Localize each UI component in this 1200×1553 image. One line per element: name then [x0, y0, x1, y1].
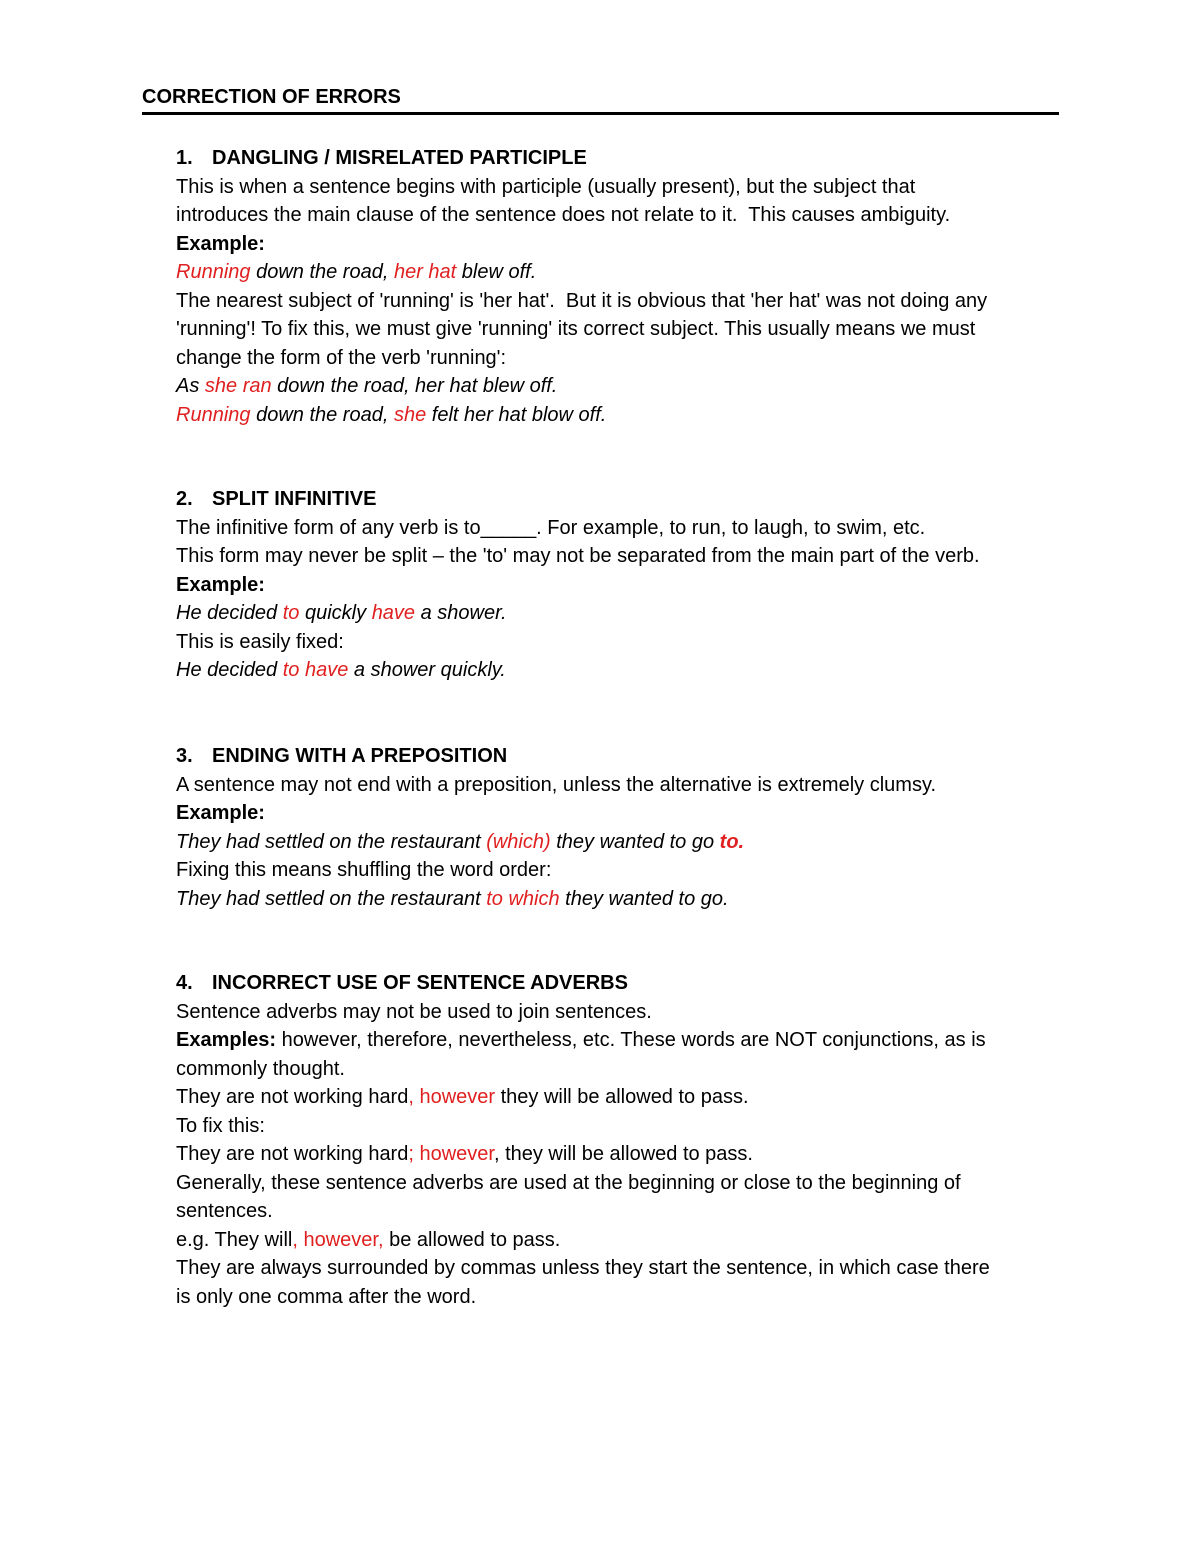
highlighted-text: , however: [408, 1086, 496, 1108]
text-span: 'running'! To fix this, we must give 'running' its correct subject. This usually means we must: [176, 318, 976, 340]
text-span: This is when a sentence begins with participle (usually present), but the subject that: [176, 175, 916, 198]
text-span: down the road,: [250, 261, 394, 283]
text-span: a shower.: [415, 602, 507, 624]
text-span: a shower quickly.: [348, 659, 506, 681]
highlighted-text: ; however: [408, 1143, 494, 1165]
section-ending-preposition: [176, 742, 1066, 913]
text-span: commonly thought.: [176, 1057, 345, 1080]
text-span: felt her hat blow off.: [426, 403, 607, 426]
text-span: They had settled on the restaurant: [176, 830, 487, 853]
text-line: [176, 1226, 1066, 1255]
highlighted-text: to.: [719, 830, 745, 853]
text-span: He decided: [176, 659, 283, 681]
text-span: The nearest subject of 'running' is 'her hat'. But it is obvious that 'her hat' was not doing any: [176, 289, 988, 312]
section-heading: [176, 485, 1066, 514]
text-span: e.g. They will: [176, 1228, 293, 1251]
highlighted-text: , however,: [292, 1228, 384, 1251]
text-span: He decided: [176, 602, 283, 624]
highlighted-text: she ran: [204, 375, 272, 397]
text-line: [176, 173, 1066, 202]
text-span: Examples:: [176, 1029, 277, 1051]
text-span: They are not working hard: [176, 1143, 409, 1165]
text-span: Example:: [176, 232, 265, 255]
text-span: Example:: [176, 802, 265, 824]
text-line: [176, 998, 1066, 1027]
text-line: [176, 1197, 1066, 1226]
text-span: , they will be allowed to pass.: [493, 1143, 753, 1165]
text-span: change the form of the verb 'running':: [176, 346, 507, 369]
text-line: [176, 856, 1066, 885]
section-number: 2.: [176, 488, 193, 510]
text-span: is only one comma after the word.: [176, 1285, 477, 1308]
text-span: Generally, these sentence adverbs are used at the beginning or close to the beginning of: [176, 1171, 961, 1194]
highlighted-text: Running: [176, 403, 251, 426]
text-span: they wanted to go.: [559, 887, 729, 910]
text-line: [176, 885, 1066, 914]
highlighted-text: to: [282, 602, 300, 624]
text-line: [176, 514, 1066, 543]
text-span: As: [176, 375, 205, 397]
text-span: quickly: [299, 602, 372, 624]
section-heading-text: INCORRECT USE OF SENTENCE ADVERBS: [212, 972, 628, 994]
highlighted-text: she: [393, 403, 427, 426]
text-span: Sentence adverbs may not be used to join sentences.: [176, 1000, 652, 1023]
text-line: [176, 656, 1066, 685]
text-line: [176, 1055, 1066, 1084]
highlighted-text: her hat: [393, 261, 457, 283]
text-span: they will be allowed to pass.: [495, 1086, 749, 1108]
text-line: [176, 287, 1066, 316]
text-span: blew off.: [456, 261, 537, 283]
section-heading: [176, 969, 1066, 998]
section-heading: [176, 742, 1066, 771]
text-line: [176, 401, 1066, 430]
text-span: They are not working hard: [176, 1086, 409, 1108]
text-line: [176, 201, 1066, 230]
text-line: [176, 542, 1066, 571]
section-split-infinitive: [176, 485, 1066, 685]
highlighted-text: have: [371, 602, 416, 624]
text-span: down the road, her hat blew off.: [271, 375, 558, 397]
highlighted-text: to which: [486, 887, 560, 910]
text-span: The infinitive form of any verb is to_____. For example, to run, to laugh, to swim, etc.: [176, 516, 926, 539]
text-line: [176, 1112, 1066, 1141]
text-line: [176, 1169, 1066, 1198]
section-heading: [176, 144, 1066, 173]
text-line: [176, 599, 1066, 628]
text-span: introduces the main clause of the sentence does not relate to it. This causes ambiguity.: [176, 204, 951, 226]
text-line: [176, 344, 1066, 373]
section-heading-text: ENDING WITH A PREPOSITION: [212, 745, 508, 767]
text-line: [176, 628, 1066, 657]
text-span: be allowed to pass.: [383, 1228, 561, 1251]
section-heading-text: DANGLING / MISRELATED PARTICIPLE: [212, 147, 587, 169]
text-line: [176, 230, 1066, 259]
text-span: however, therefore, nevertheless, etc. These words are NOT conjunctions, as is: [276, 1029, 986, 1051]
text-line: [176, 571, 1066, 600]
text-span: Example:: [176, 573, 265, 596]
section-heading-text: SPLIT INFINITIVE: [212, 488, 377, 510]
text-span: To fix this:: [176, 1114, 265, 1137]
text-line: [176, 1140, 1066, 1169]
text-span: Fixing this means shuffling the word order:: [176, 859, 552, 881]
section-number: 3.: [176, 745, 193, 767]
text-line: [176, 1254, 1066, 1283]
text-span: This form may never be split – the 'to' may not be separated from the main part of the verb.: [176, 545, 980, 567]
text-span: They are always surrounded by commas unless they start the sentence, in which case there: [176, 1257, 990, 1279]
text-line: [176, 1283, 1066, 1312]
document-title: CORRECTION OF ERRORS: [142, 84, 1059, 115]
text-line: [176, 799, 1066, 828]
text-line: [176, 372, 1066, 401]
text-line: [176, 828, 1066, 857]
highlighted-text: to have: [282, 659, 349, 681]
text-line: [176, 771, 1066, 800]
section-number: 1.: [176, 147, 193, 169]
highlighted-text: Running: [176, 261, 251, 283]
section-dangling-participle: [176, 144, 1066, 429]
text-line: [176, 315, 1066, 344]
text-span: This is easily fixed:: [176, 630, 344, 653]
text-span: they wanted to go: [550, 830, 720, 853]
text-line: [176, 258, 1066, 287]
text-span: A sentence may not end with a preposition, unless the alternative is extremely clumsy.: [176, 773, 937, 796]
text-span: sentences.: [176, 1200, 273, 1222]
section-sentence-adverbs: [176, 969, 1066, 1311]
highlighted-text: (which): [486, 830, 551, 853]
text-span: down the road,: [250, 403, 394, 426]
text-span: They had settled on the restaurant: [176, 887, 487, 910]
text-line: [176, 1026, 1066, 1055]
section-number: 4.: [176, 972, 193, 994]
text-line: [176, 1083, 1066, 1112]
